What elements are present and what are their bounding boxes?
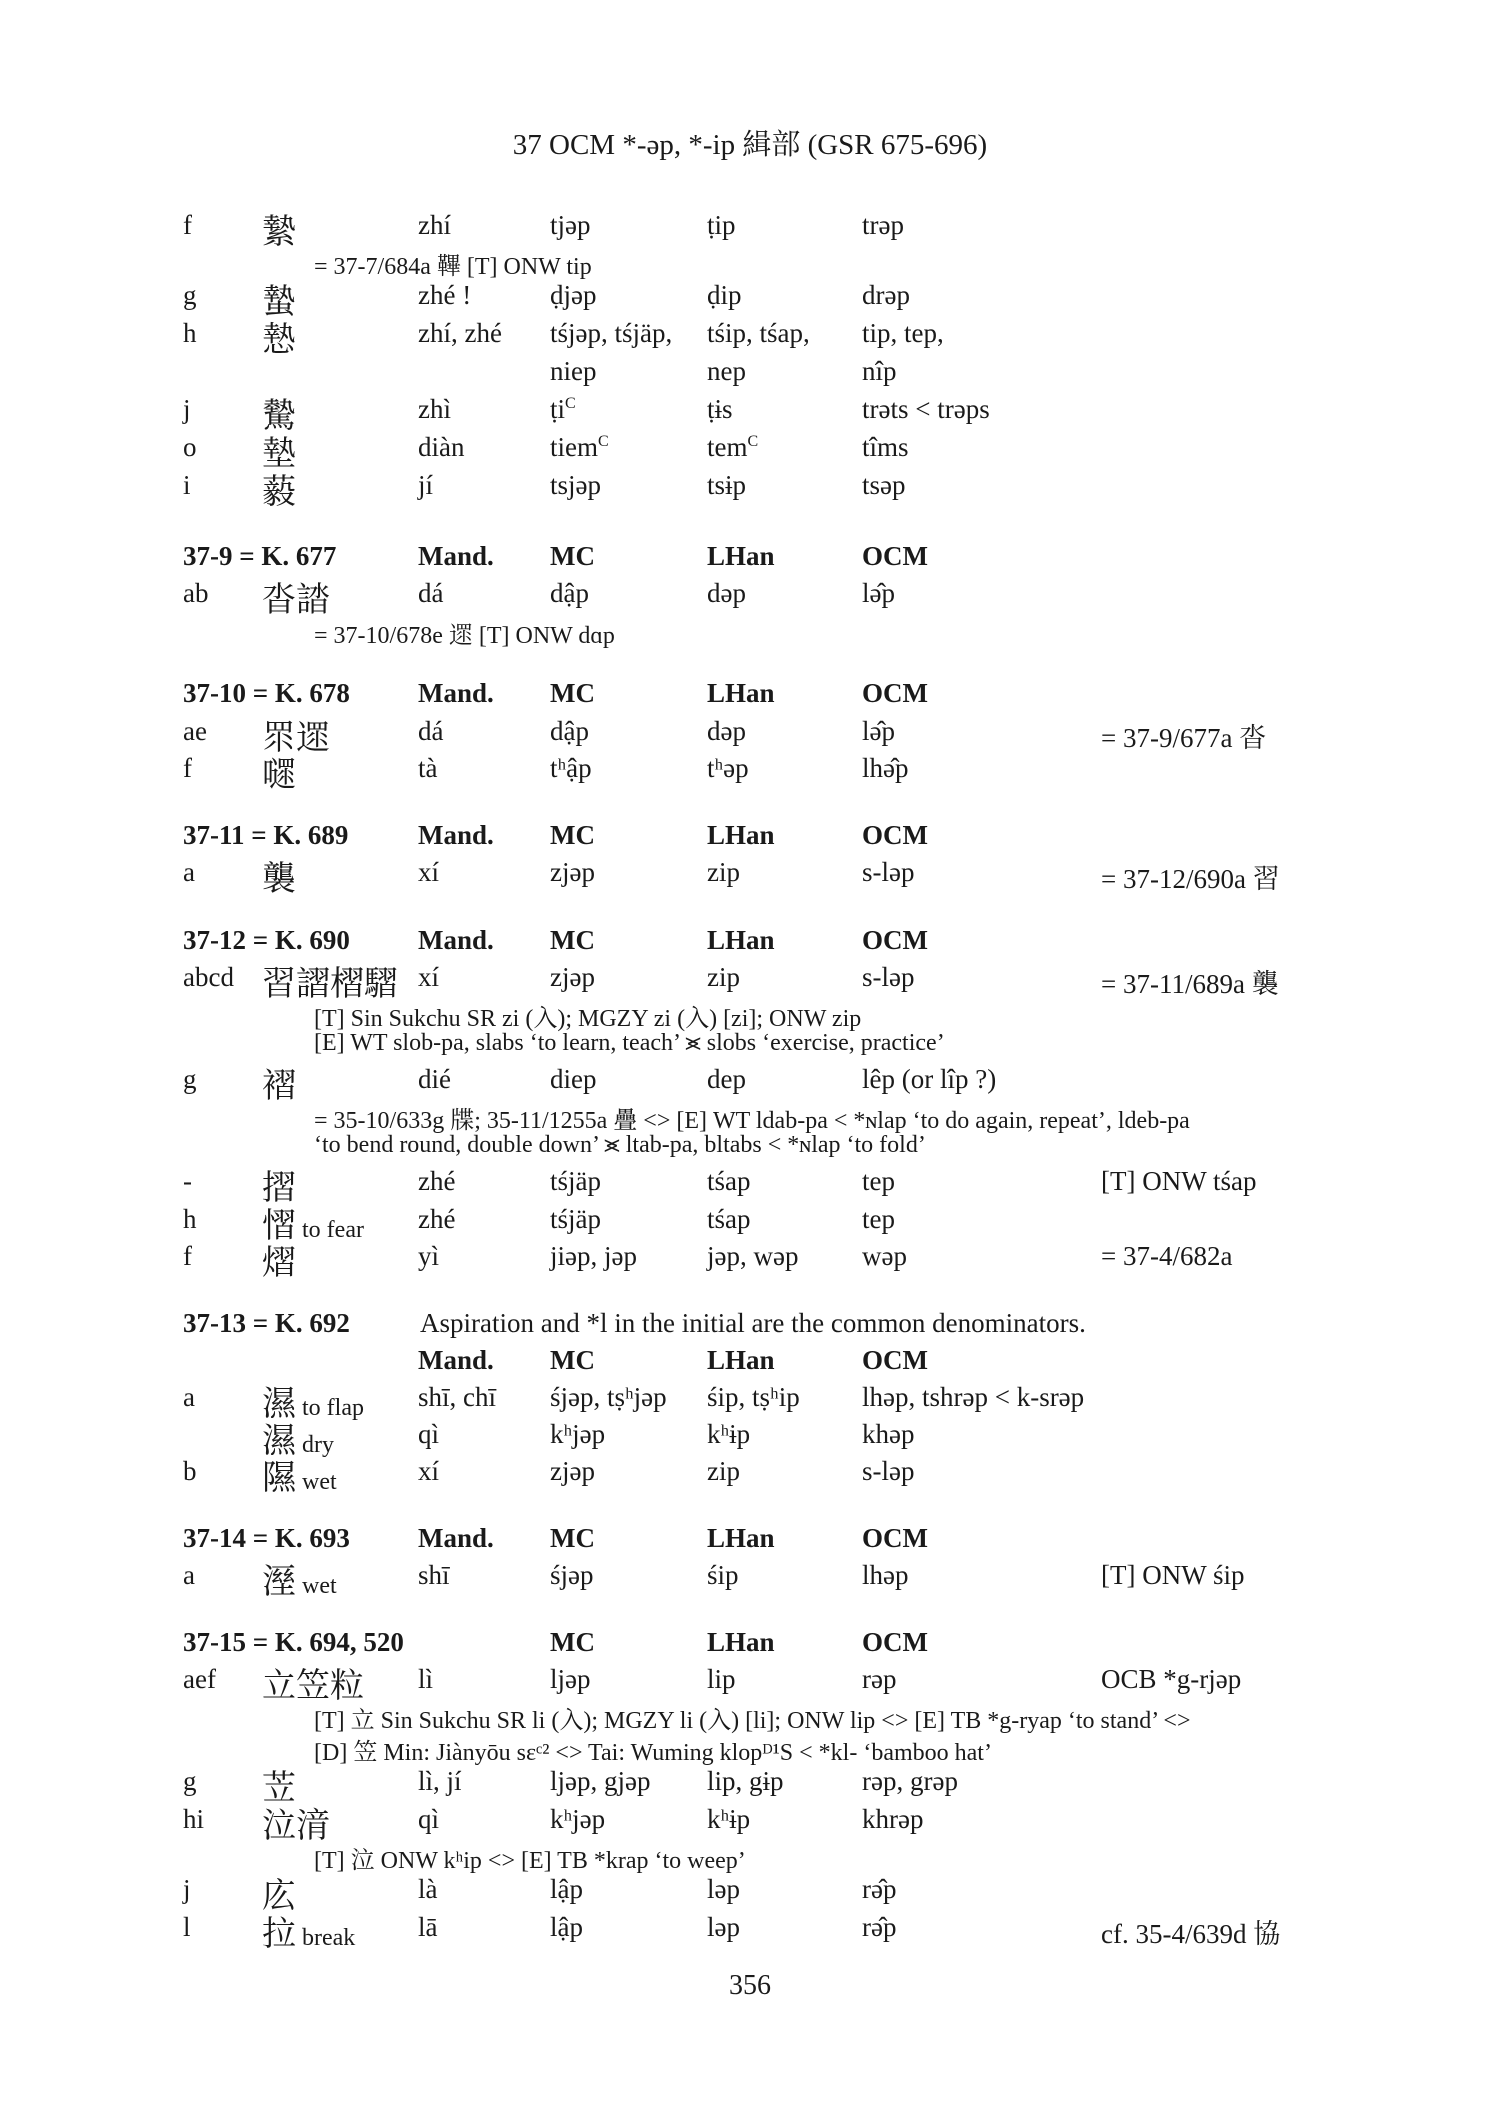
col-header-mc: MC — [550, 541, 595, 571]
entry-id: l — [183, 1912, 191, 1942]
entry-character: 蟄 — [262, 284, 296, 321]
old-chinese-reading: lhəp, tshrəp < k-srəp — [862, 1382, 1085, 1412]
col-header-mc: MC — [550, 925, 595, 955]
col-header-ocm: OCM — [862, 1345, 928, 1375]
col-header-ocm: OCM — [862, 1627, 928, 1657]
entry-note: = 37-10/678e 遝 [T] ONW dɑp — [314, 623, 615, 649]
series-id: 37-15 = K. 694, 520 — [183, 1627, 404, 1657]
series-header — [0, 1345, 1500, 1385]
later-han-reading: ləp — [707, 1874, 740, 1904]
middle-chinese-reading: zjəp — [550, 962, 595, 992]
mandarin-reading: lì — [418, 1664, 434, 1694]
old-chinese-reading: s-ləp — [862, 962, 915, 992]
entry-character: 隰 wet — [262, 1460, 337, 1497]
series-header — [0, 925, 1500, 965]
entry-id: ae — [183, 716, 207, 746]
col-header-lhan: LHan — [707, 925, 775, 955]
entry-id: f — [183, 753, 192, 783]
mandarin-reading: dié — [418, 1064, 451, 1094]
entry-id: f — [183, 210, 192, 240]
middle-chinese-reading: lập — [550, 1874, 583, 1904]
col-header-mand: Mand. — [418, 678, 494, 708]
col-header-mc: MC — [550, 1627, 595, 1657]
old-chinese-reading: tep — [862, 1204, 895, 1234]
series-header — [0, 820, 1500, 860]
entry-id: - — [183, 1166, 192, 1196]
entry-character: 褶 — [262, 1068, 296, 1105]
series-header — [0, 1308, 1500, 1348]
mandarin-reading: lì, jí — [418, 1766, 462, 1796]
entry-note: [T] 立 Sin Sukchu SR li (入); MGZY li (入) [li]; ONW lip <> [E] TB *g-ryap ‘to stand’ <> — [314, 1708, 1191, 1734]
old-chinese-reading: trəts < trəps — [862, 394, 990, 424]
later-han-reading: dəp — [707, 716, 746, 746]
entry-character: 熠 — [262, 1245, 296, 1282]
later-han-reading: tśap — [707, 1166, 751, 1196]
entry-id: aef — [183, 1664, 216, 1694]
col-header-lhan: LHan — [707, 1627, 775, 1657]
entry-row — [0, 578, 1500, 618]
middle-chinese-reading: dập — [550, 716, 589, 746]
middle-chinese-reading: ljəp — [550, 1664, 591, 1694]
mandarin-reading: qì — [418, 1804, 440, 1834]
mandarin-reading: dá — [418, 716, 444, 746]
entry-character: 苙 — [262, 1770, 296, 1807]
series-header — [0, 678, 1500, 718]
entry-character: 墊 — [262, 436, 296, 473]
entry-character: 泣湇 — [262, 1808, 330, 1845]
entry-character: 溼 wet — [262, 1564, 337, 1601]
col-header-lhan: LHan — [707, 541, 775, 571]
superscript: C — [598, 433, 609, 450]
entry-row — [0, 318, 1500, 358]
later-han-reading: kʰɨp — [707, 1804, 751, 1834]
mandarin-reading: zhé — [418, 1166, 456, 1196]
middle-chinese-reading: tśjäp — [550, 1166, 601, 1196]
mandarin-reading: zhì — [418, 394, 451, 424]
later-han-reading: ḍip — [707, 280, 742, 310]
mandarin-reading: jí — [418, 470, 434, 500]
entry-note: = 35-10/633g 牒; 35-11/1255a 疊 <> [E] WT ldab-pa < *ɴlap ‘to do again, repeat’, ldeb-pa — [314, 1108, 1190, 1134]
later-han-reading: tem$^C$ — [707, 432, 759, 462]
series-id: 37-13 = K. 692 — [183, 1308, 350, 1338]
entry-id: j — [183, 394, 191, 424]
middle-chinese-reading: lập — [550, 1912, 583, 1942]
later-han-reading: tsɨp — [707, 470, 747, 500]
later-han-reading: zip — [707, 962, 740, 992]
entry-id: hi — [183, 1804, 205, 1834]
old-chinese-reading: tep — [862, 1166, 895, 1196]
series-description: Aspiration and *l in the initial are the common denominators. — [420, 1308, 1086, 1338]
old-chinese-reading: wəp — [862, 1241, 907, 1271]
middle-chinese-reading: tsjəp — [550, 470, 601, 500]
entry-row — [0, 280, 1500, 320]
later-han-reading: jəp, wəp — [707, 1241, 799, 1271]
series-id: 37-10 = K. 678 — [183, 678, 350, 708]
col-header-mc: MC — [550, 678, 595, 708]
col-header-ocm: OCM — [862, 1523, 928, 1553]
middle-chinese-reading: ljəp, gjəp — [550, 1766, 651, 1796]
entry-id: f — [183, 1241, 192, 1271]
old-chinese-reading: rəp — [862, 1664, 897, 1694]
mandarin-reading: shī — [418, 1560, 450, 1590]
mandarin-reading: zhé — [418, 1204, 456, 1234]
entry-character: 習謵槢騽 — [262, 966, 398, 1003]
entry-character: 庅 — [262, 1878, 296, 1915]
col-header-ocm: OCM — [862, 678, 928, 708]
entry-character: 眔遝 — [262, 720, 330, 757]
middle-chinese-reading: tiem$^C$ — [550, 432, 609, 462]
entry-row — [0, 716, 1500, 756]
middle-chinese-reading: diep — [550, 1064, 597, 1094]
entry-character: 慴 to fear — [262, 1208, 364, 1245]
col-header-lhan: LHan — [707, 1345, 775, 1375]
entry-id: a — [183, 1560, 195, 1590]
later-han-reading: tʰəp — [707, 753, 749, 783]
middle-chinese-reading: tśjäp — [550, 1204, 601, 1234]
old-chinese-reading: lhə̂p — [862, 753, 909, 783]
mandarin-reading: yì — [418, 1241, 440, 1271]
entry-note: = 37-7/684a 鞸 [T] ONW tip — [314, 254, 592, 280]
col-header-mand: Mand. — [418, 925, 494, 955]
entry-character: 縶 — [262, 214, 296, 251]
entry-id: abcd — [183, 962, 234, 992]
entry-row — [0, 394, 1500, 434]
entry-gloss: wet — [296, 1573, 337, 1599]
middle-chinese-reading: niep — [550, 356, 597, 386]
entry-note: [E] WT slob-pa, slabs ‘to learn, teach’ ⪤ slobs ‘exercise, practice’ — [314, 1030, 945, 1056]
entry-character: 濕 dry — [262, 1423, 334, 1460]
mandarin-reading: xí — [418, 962, 440, 992]
middle-chinese-reading: śjəp, tṣʰjəp — [550, 1382, 667, 1412]
mandarin-reading: diàn — [418, 432, 465, 462]
entry-gloss: to fear — [296, 1217, 364, 1243]
superscript: C — [565, 395, 576, 412]
old-chinese-reading: khəp — [862, 1419, 915, 1449]
cross-reference: [T] ONW śip — [1101, 1560, 1245, 1590]
entry-id: o — [183, 432, 197, 462]
old-chinese-reading: rə̂p — [862, 1912, 897, 1942]
middle-chinese-reading: tjəp — [550, 210, 591, 240]
superscript: C — [747, 433, 759, 450]
series-header — [0, 1627, 1500, 1667]
entry-row — [0, 1166, 1500, 1206]
mandarin-reading: xí — [418, 857, 440, 887]
entry-id: i — [183, 470, 191, 500]
mandarin-reading: tà — [418, 753, 438, 783]
entry-id: b — [183, 1456, 197, 1486]
entry-row — [0, 210, 1500, 250]
entry-id: a — [183, 857, 195, 887]
old-chinese-reading: nîp — [862, 356, 897, 386]
middle-chinese-reading: śjəp — [550, 1560, 594, 1590]
entry-note: ‘to bend round, double down’ ⪤ ltab-pa, bltabs < *ɴlap ‘to fold’ — [314, 1132, 926, 1158]
cross-reference: = 37-4/682a — [1101, 1241, 1233, 1271]
old-chinese-reading: tsəp — [862, 470, 906, 500]
entry-character: 拉 break — [262, 1916, 356, 1953]
old-chinese-reading: lêp (or lîp ?) — [862, 1064, 997, 1094]
col-header-mand: Mand. — [418, 1345, 494, 1375]
later-han-reading: zip — [707, 857, 740, 887]
later-han-reading: dep — [707, 1064, 746, 1094]
entry-character: 藙 — [262, 474, 296, 511]
entry-gloss: dry — [296, 1432, 334, 1458]
col-header-ocm: OCM — [862, 541, 928, 571]
later-han-reading: tśip, tśap, — [707, 318, 810, 348]
old-chinese-reading: khrəp — [862, 1804, 924, 1834]
mandarin-reading: zhé ! — [418, 280, 472, 310]
entry-character: 沓誻 — [262, 582, 330, 619]
entry-gloss: break — [296, 1925, 356, 1951]
col-header-mand: Mand. — [418, 541, 494, 571]
later-han-reading: zip — [707, 1456, 740, 1486]
middle-chinese-reading: zjəp — [550, 1456, 595, 1486]
entry-id: h — [183, 1204, 197, 1234]
old-chinese-reading: tîms — [862, 432, 909, 462]
mandarin-reading: xí — [418, 1456, 440, 1486]
later-han-reading: ṭip — [707, 210, 736, 240]
entry-row — [0, 470, 1500, 510]
page-number: 356 — [729, 1970, 771, 2001]
cross-reference: [T] ONW tśap — [1101, 1166, 1257, 1196]
old-chinese-reading: tip, tep, — [862, 318, 944, 348]
entry-row — [0, 962, 1500, 1002]
later-han-reading: tśap — [707, 1204, 751, 1234]
series-id: 37-12 = K. 690 — [183, 925, 350, 955]
entry-row — [0, 1382, 1500, 1422]
later-han-reading: śip — [707, 1560, 739, 1590]
entry-id: g — [183, 280, 197, 310]
col-header-mc: MC — [550, 820, 595, 850]
entry-row — [0, 1241, 1500, 1281]
cross-reference: = 37-9/677a 沓 — [1101, 723, 1267, 753]
entry-character: 襲 — [262, 861, 296, 898]
entry-row — [0, 1664, 1500, 1704]
entry-row — [0, 432, 1500, 472]
mandarin-reading: zhí — [418, 210, 451, 240]
entry-character: 嚃 — [262, 757, 296, 794]
entry-row — [0, 857, 1500, 897]
mandarin-reading: là — [418, 1874, 438, 1904]
entry-character: 濕 to flap — [262, 1386, 364, 1423]
old-chinese-reading: rə̂p — [862, 1874, 897, 1904]
page-title: 37 OCM *-əp, *-ip 緝部 (GSR 675-696) — [512, 129, 988, 161]
col-header-mand: Mand. — [418, 1523, 494, 1553]
entry-note: [T] Sin Sukchu SR zi (入); MGZY zi (入) [zi]; ONW zip — [314, 1006, 862, 1032]
series-id: 37-11 = K. 689 — [183, 820, 349, 850]
series-header — [0, 541, 1500, 581]
entry-character: 摺 — [262, 1170, 296, 1207]
entry-id: j — [183, 1874, 191, 1904]
middle-chinese-reading: dập — [550, 578, 589, 608]
mandarin-reading: dá — [418, 578, 444, 608]
series-header — [0, 1523, 1500, 1563]
later-han-reading: lip — [707, 1664, 736, 1694]
later-han-reading: kʰɨp — [707, 1419, 751, 1449]
cross-reference: cf. 35-4/639d 協 — [1101, 1919, 1281, 1949]
col-header-ocm: OCM — [862, 925, 928, 955]
entry-gloss: to flap — [296, 1395, 364, 1421]
old-chinese-reading: trəp — [862, 210, 904, 240]
entry-row — [0, 1766, 1500, 1806]
col-header-lhan: LHan — [707, 820, 775, 850]
entry-row — [0, 1204, 1500, 1244]
col-header-lhan: LHan — [707, 1523, 775, 1553]
entry-note: [D] 笠 Min: Jiànyōu sɛᶜ² <> Tai: Wuming klopᴰ¹S < *kl- ‘bamboo hat’ — [314, 1740, 992, 1766]
entry-note: [T] 泣 ONW kʰip <> [E] TB *krap ‘to weep’ — [314, 1848, 746, 1874]
entry-id: g — [183, 1064, 197, 1094]
entry-id: ab — [183, 578, 209, 608]
mandarin-reading: shī, chī — [418, 1382, 496, 1412]
entry-character: 慹 — [262, 322, 296, 359]
old-chinese-reading: rəp, grəp — [862, 1766, 958, 1796]
entry-row — [0, 1419, 1500, 1459]
entry-id: g — [183, 1766, 197, 1796]
mandarin-reading: zhí, zhé — [418, 318, 502, 348]
entry-row — [0, 1560, 1500, 1600]
entry-row — [0, 1064, 1500, 1104]
cross-reference: = 37-11/689a 襲 — [1101, 969, 1279, 999]
entry-row — [0, 1456, 1500, 1496]
later-han-reading: nep — [707, 356, 746, 386]
entry-row — [0, 753, 1500, 793]
later-han-reading: lip, gɨp — [707, 1766, 784, 1796]
middle-chinese-reading: tśjəp, tśjäp, — [550, 318, 673, 348]
entry-row — [0, 1912, 1500, 1952]
middle-chinese-reading: kʰjəp — [550, 1419, 606, 1449]
col-header-lhan: LHan — [707, 678, 775, 708]
entry-row — [0, 1804, 1500, 1844]
later-han-reading: śip, tṣʰip — [707, 1382, 800, 1412]
middle-chinese-reading: kʰjəp — [550, 1804, 606, 1834]
cross-reference: OCB *g-rjəp — [1101, 1664, 1242, 1694]
entry-id: h — [183, 318, 197, 348]
entry-row — [0, 1874, 1500, 1914]
col-header-ocm: OCM — [862, 820, 928, 850]
entry-character: 立笠粒 — [262, 1668, 364, 1705]
mandarin-reading: qì — [418, 1419, 440, 1449]
entry-id: a — [183, 1382, 195, 1412]
old-chinese-reading: drəp — [862, 280, 910, 310]
old-chinese-reading: lhəp — [862, 1560, 909, 1590]
old-chinese-reading: lə̂p — [862, 578, 895, 608]
entry-gloss: wet — [296, 1469, 337, 1495]
entry-row — [0, 356, 1500, 396]
mandarin-reading: lā — [418, 1912, 438, 1942]
old-chinese-reading: lə̂p — [862, 716, 895, 746]
middle-chinese-reading: zjəp — [550, 857, 595, 887]
series-id: 37-14 = K. 693 — [183, 1523, 350, 1553]
middle-chinese-reading: jiəp, jəp — [550, 1241, 637, 1271]
col-header-mand: Mand. — [418, 820, 494, 850]
middle-chinese-reading: tʰập — [550, 753, 592, 783]
later-han-reading: ləp — [707, 1912, 740, 1942]
cross-reference: = 37-12/690a 習 — [1101, 864, 1280, 894]
old-chinese-reading: s-ləp — [862, 1456, 915, 1486]
col-header-mc: MC — [550, 1523, 595, 1553]
middle-chinese-reading: ṭi$^C$ — [550, 394, 576, 424]
entry-character: 驇 — [262, 398, 296, 435]
series-id: 37-9 = K. 677 — [183, 541, 337, 571]
later-han-reading: dəp — [707, 578, 746, 608]
col-header-mc: MC — [550, 1345, 595, 1375]
later-han-reading: ṭɨs — [707, 394, 733, 424]
middle-chinese-reading: ḍjəp — [550, 280, 597, 310]
old-chinese-reading: s-ləp — [862, 857, 915, 887]
